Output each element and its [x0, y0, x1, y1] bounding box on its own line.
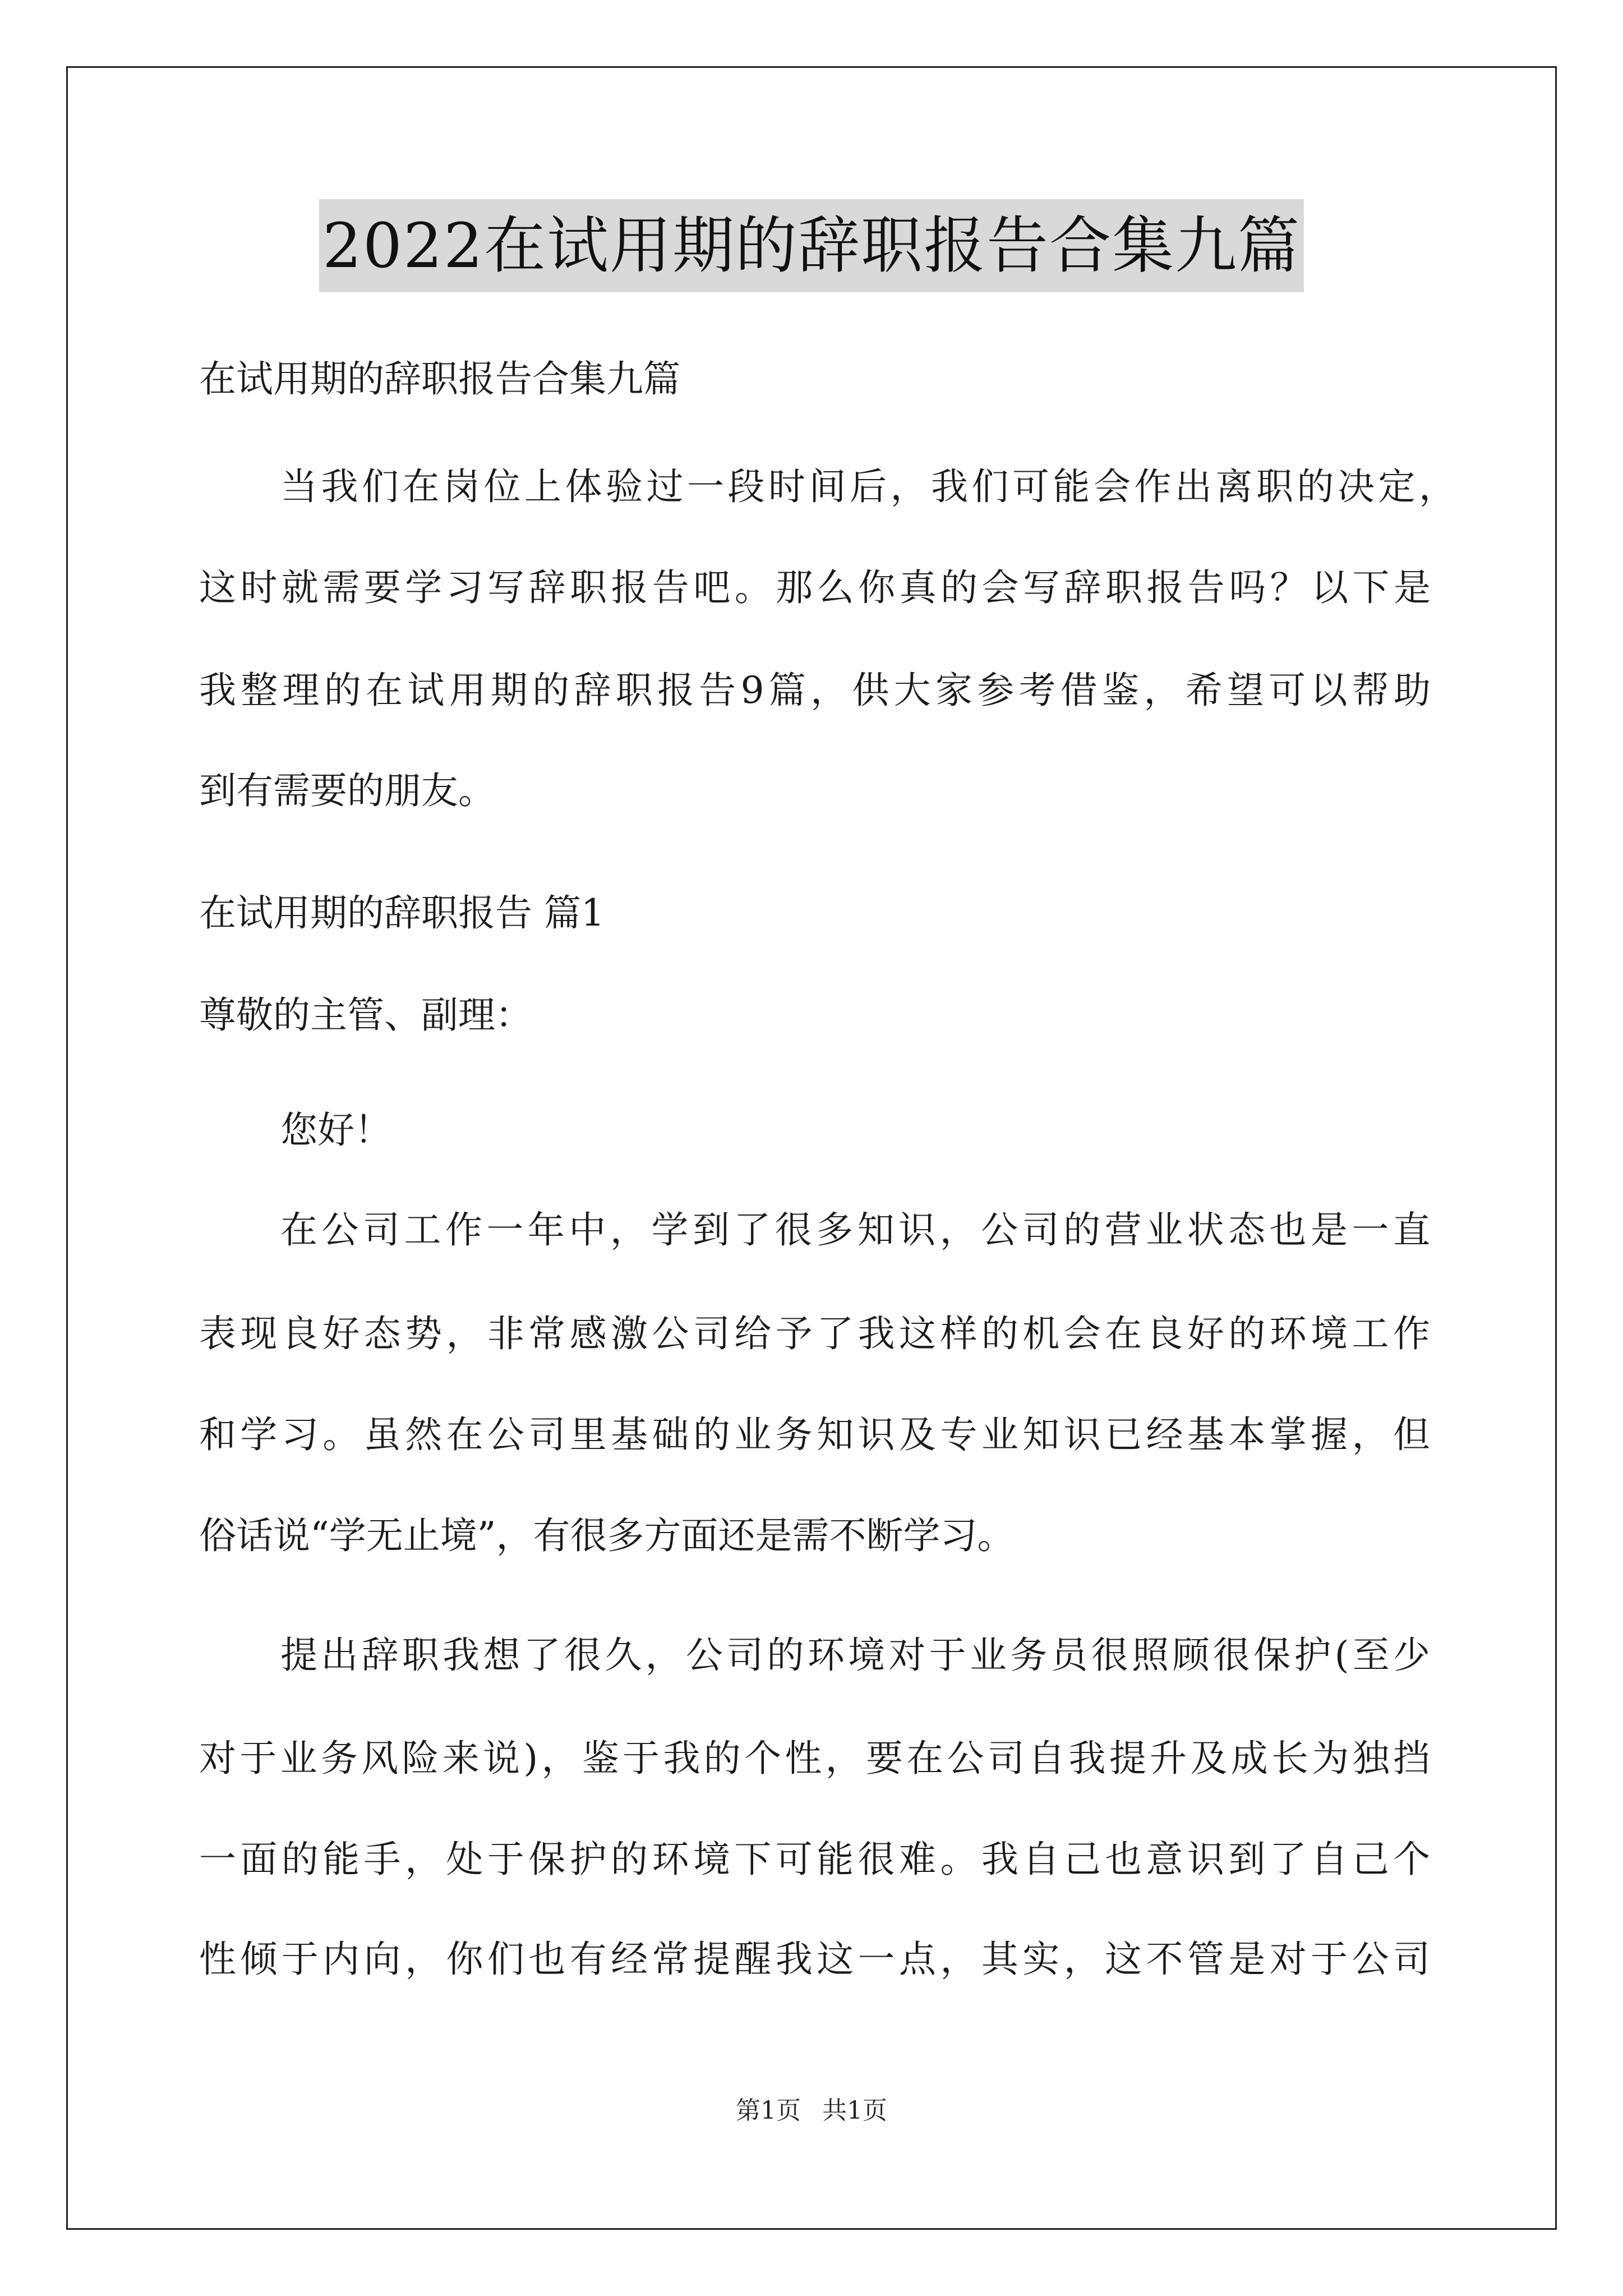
page-footer — [0, 2094, 1623, 2128]
paragraph-line: 我整理的在试用期的辞职报告9篇，供大家参考借鉴，希望可以帮助 — [199, 669, 1431, 712]
title-container — [0, 199, 1623, 292]
paragraph-line: 提出辞职我想了很久，公司的环境对于业务员很照顾很保护(至少 — [280, 1634, 1430, 1677]
section-heading: 在试用期的辞职报告 篇1 — [199, 891, 605, 935]
greeting-line: 您好！ — [280, 1108, 391, 1152]
paragraph-line: 表现良好态势，非常感激公司给予了我这样的机会在良好的环境工作 — [199, 1312, 1430, 1355]
paragraph-line: 一面的能手，处于保护的环境下可能很难。我自己也意识到了自己个 — [199, 1838, 1430, 1881]
paragraph-line: 这时就需要学习写辞职报告吧。那么你真的会写辞职报告吗？以下是 — [199, 566, 1431, 609]
paragraph-line: 对于业务风险来说)，鉴于我的个性，要在公司自我提升及成长为独挡 — [199, 1737, 1430, 1780]
salutation-line: 尊敬的主管、副理： — [199, 993, 532, 1037]
page-number: 第1页 — [736, 2096, 801, 2125]
document-title: 2022在试用期的辞职报告合集九篇 — [319, 199, 1304, 292]
paragraph-line: 当我们在岗位上体验过一段时间后，我们可能会作出离职的决定， — [280, 465, 1456, 508]
paragraph-line: 和学习。虽然在公司里基础的业务知识及专业知识已经基本掌握，但 — [199, 1413, 1430, 1456]
subtitle-line: 在试用期的辞职报告合集九篇 — [199, 357, 680, 401]
paragraph-line: 性倾于内向，你们也有经常提醒我这一点，其实，这不管是对于公司 — [199, 1938, 1430, 1981]
paragraph-line: 俗话说“学无止境”，有很多方面还是需不断学习。 — [199, 1514, 1015, 1557]
paragraph-line: 到有需要的朋友。 — [199, 769, 495, 812]
paragraph-line: 在公司工作一年中，学到了很多知识，公司的营业状态也是一直 — [280, 1208, 1430, 1251]
page-total: 共1页 — [822, 2096, 887, 2125]
